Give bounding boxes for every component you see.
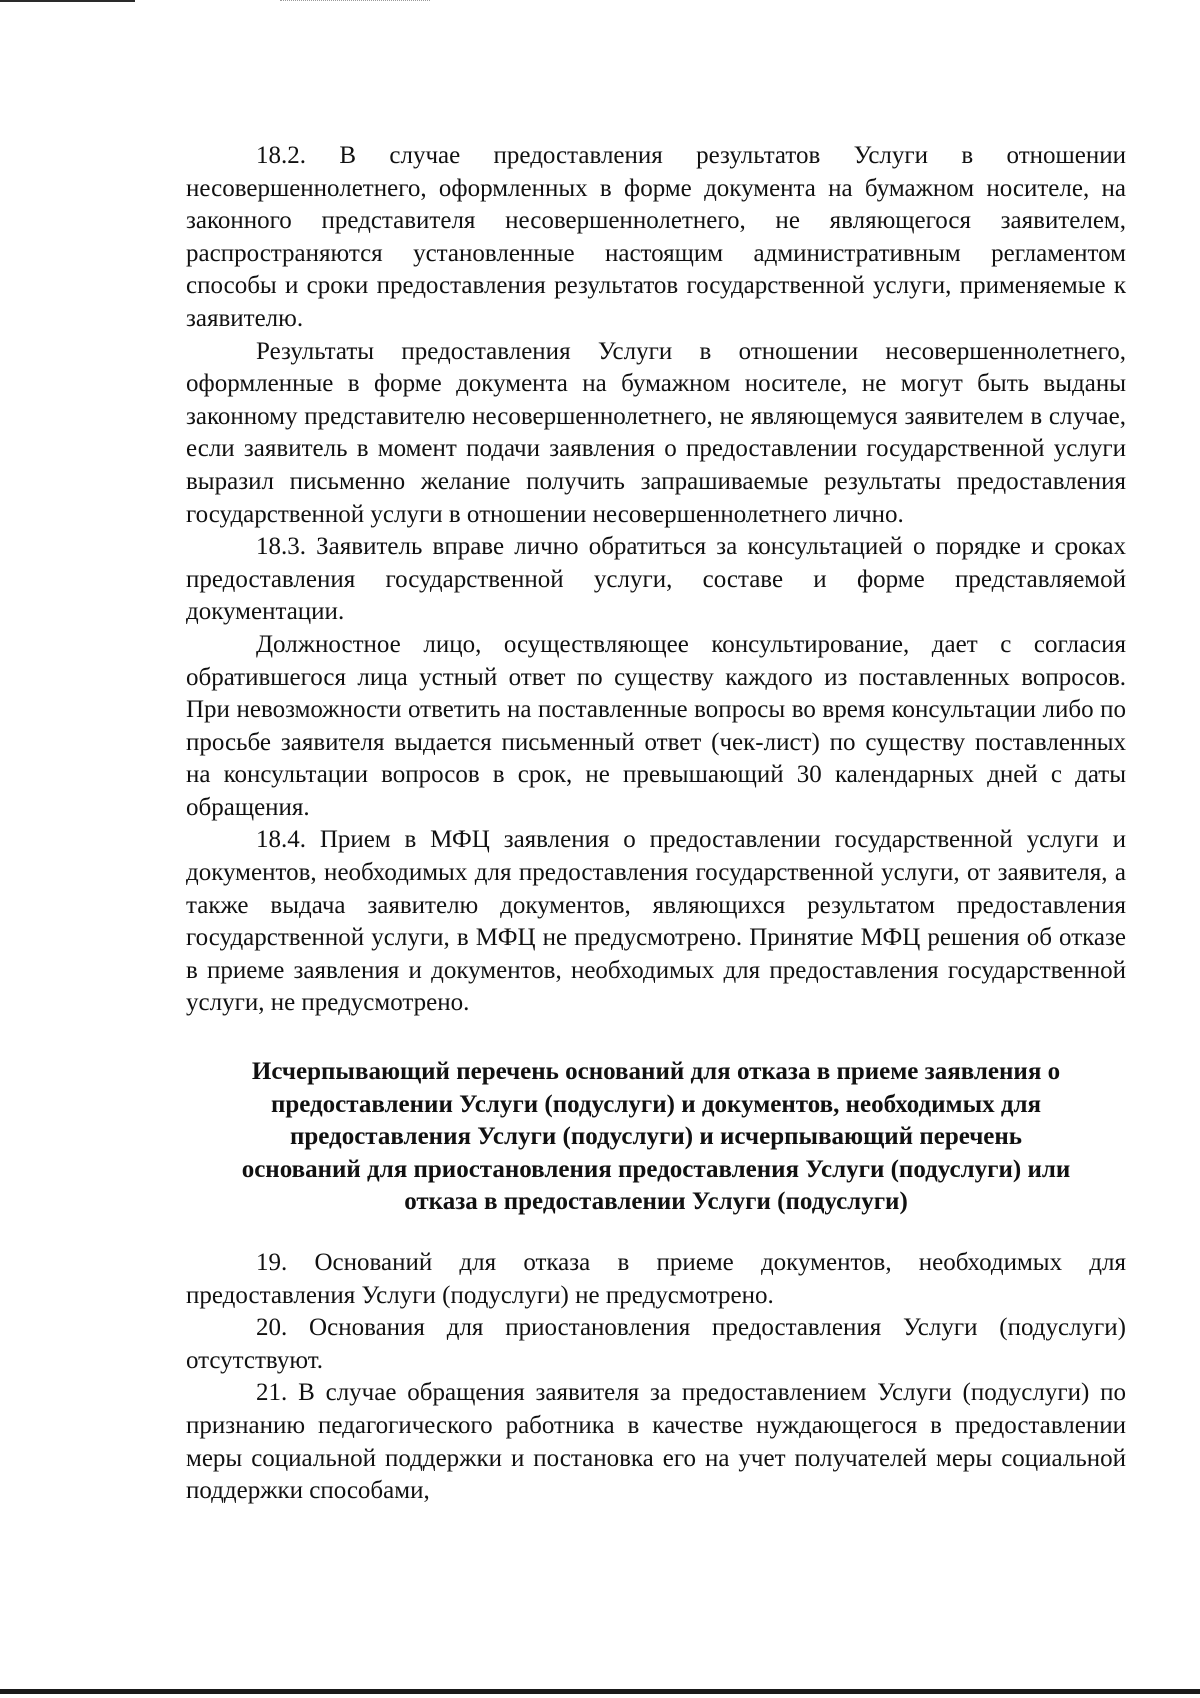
paragraph-18-2: 18.2. В случае предоставления результатов Услуги в отношении несовершеннолетнего, оформленных в форме документа на бумажном носителе, на законного представителя несовершеннолетнего, не являющегося заявителем, распространяются установленные настоящим административным регламентом способы и сроки предоставления результатов государственной услуги, применяемые к заявителю. bbox=[186, 142, 1126, 332]
scan-top-edge-mark bbox=[0, 0, 135, 2]
scan-top-dotted-mark bbox=[280, 0, 430, 4]
section-heading-line: Исчерпывающий перечень оснований для отказа в приеме заявления о bbox=[251, 1058, 1061, 1086]
paragraph-19: 19. Оснований для отказа в приеме документов, необходимых для предоставления Услуги (подуслуги) не предусмотрено. bbox=[186, 1249, 1126, 1309]
paragraph-consultation-official: Должностное лицо, осуществляющее консультирование, дает с согласия обратившегося лица устный ответ по существу каждого из поставленных вопросов. При невозможности ответить на поставленные вопросы во время консультации либо по просьбе заявителя выдается письменный ответ (чек-лист) по существу поставленных на консультации вопросов в срок, не превышающий 30 календарных дней с даты обращения. bbox=[186, 630, 1126, 821]
paragraph-21: 21. В случае обращения заявителя за предоставлением Услуги (подуслуги) по признанию педагогического работника в качестве нуждающегося в предоставлении меры социальной поддержки и постановка его на учет получателей меры социальной поддержки способами, bbox=[186, 1379, 1126, 1505]
section-heading-line: отказа в предоставлении Услуги (подуслуги) bbox=[404, 1188, 908, 1216]
scan-bottom-edge bbox=[0, 1689, 1200, 1694]
section-heading-line: оснований для приостановления предоставления Услуги (подуслуги) или bbox=[241, 1155, 1071, 1183]
paragraph-18-3: 18.3. Заявитель вправе лично обратиться за консультацией о порядке и сроках предоставления государственной услуги, составе и форме представляемой документации. bbox=[186, 533, 1126, 626]
section-heading-line: предоставления Услуги (подуслуги) и исчерпывающий перечень bbox=[289, 1123, 1023, 1151]
section-heading-line: предоставлении Услуги (подуслуги) и документов, необходимых для bbox=[270, 1090, 1042, 1118]
document-page bbox=[186, 140, 1126, 1508]
paragraph-20: 20. Основания для приостановления предоставления Услуги (подуслуги) отсутствуют. bbox=[186, 1314, 1126, 1374]
paragraph-results-minor: Результаты предоставления Услуги в отношении несовершеннолетнего, оформленные в форме документа на бумажном носителе, не могут быть выданы законному представителю несовершеннолетнего, не являющемуся заявителем в случае, если заявитель в момент подачи заявления о предоставлении государственной услуги выразил письменно желание получить запрашиваемые результаты предоставления государственной услуги в отношении несовершеннолетнего лично. bbox=[186, 337, 1126, 528]
paragraph-18-4: 18.4. Прием в МФЦ заявления о предоставлении государственной услуги и документов, необходимых для предоставления государственной услуги, от заявителя, а также выдача заявителю документов, являющихся результатом предоставления государственной услуги, в МФЦ не предусмотрено. Принятие МФЦ решения об отказе в приеме заявления и документов, необходимых для предоставления государственной услуги, не предусмотрено. bbox=[186, 826, 1126, 1017]
section-heading bbox=[186, 1056, 1126, 1219]
